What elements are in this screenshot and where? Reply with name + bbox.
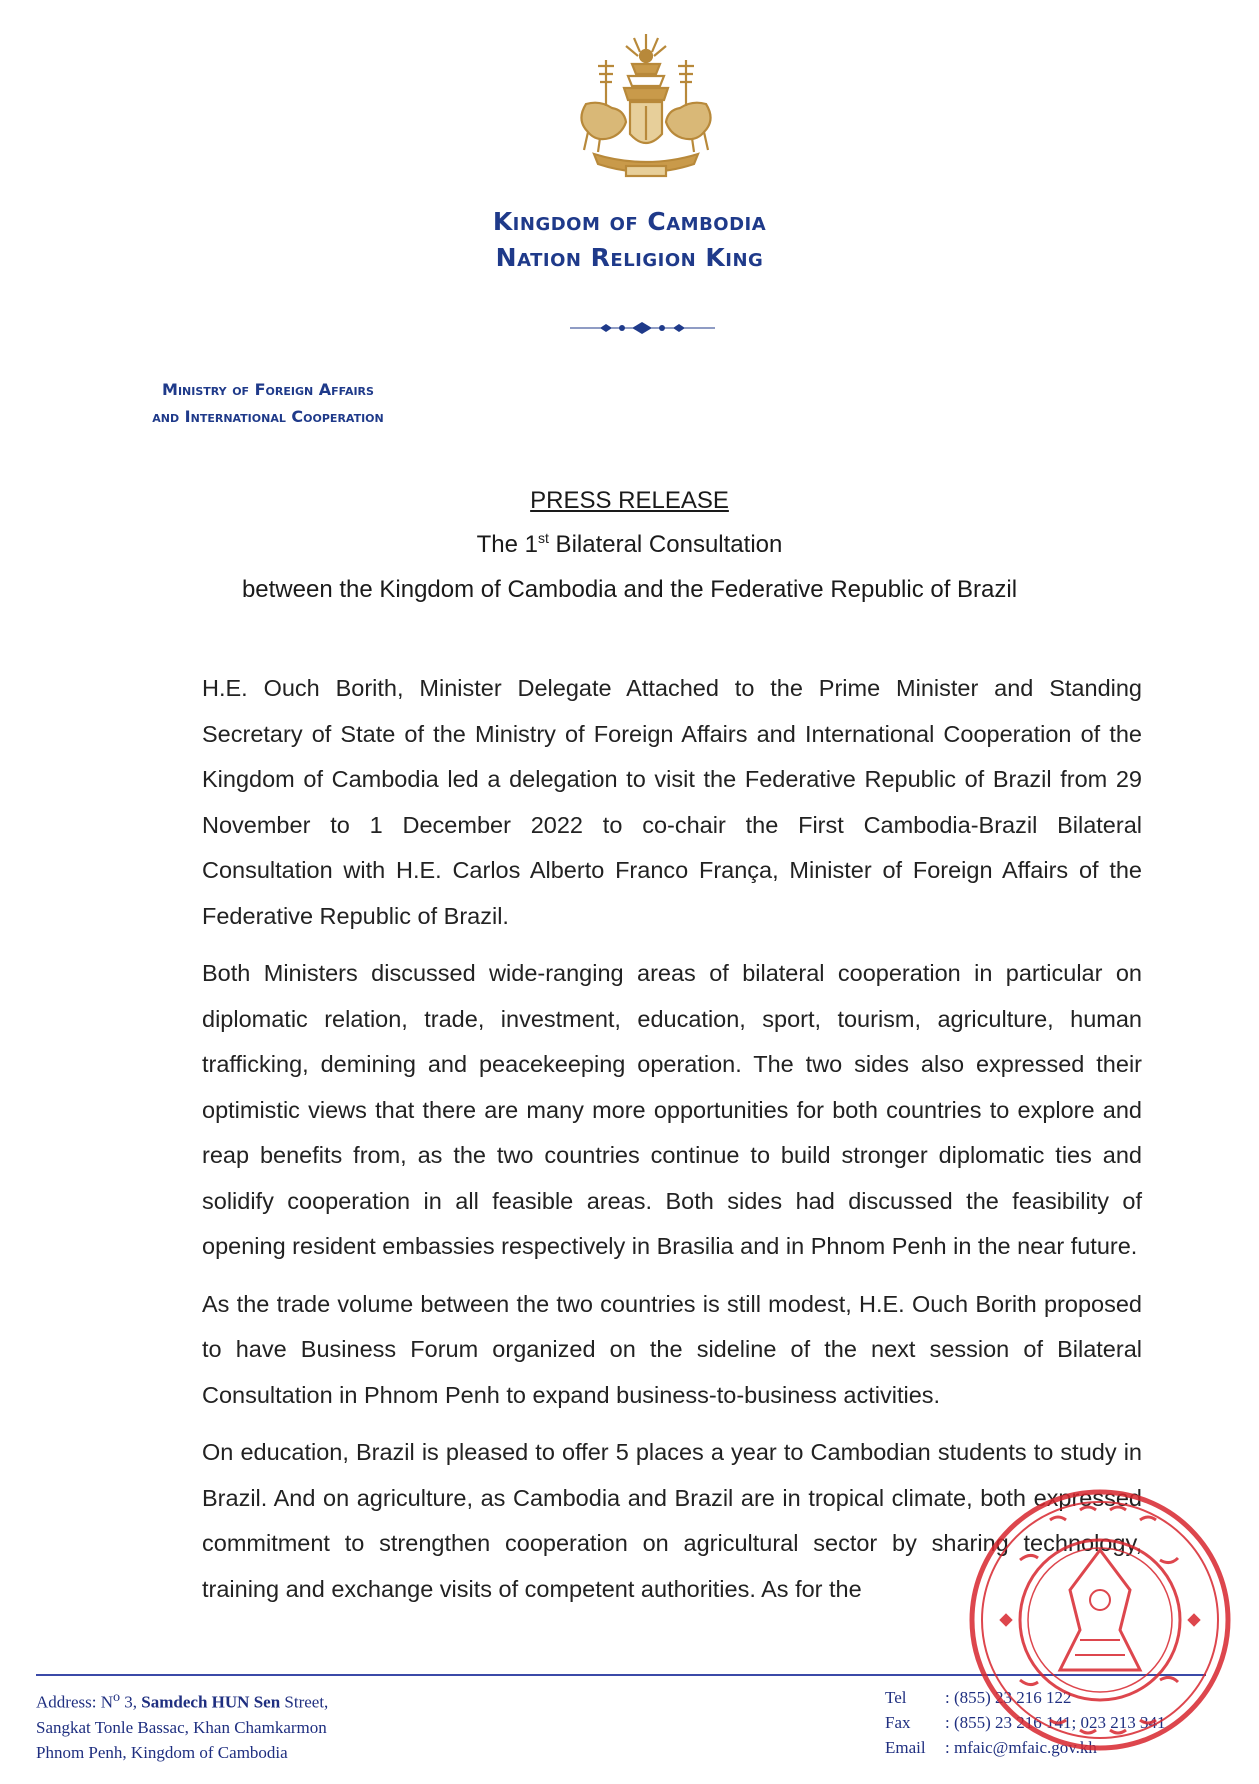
fax-label: Fax xyxy=(885,1713,911,1732)
fax-value: : (855) 23 216 141; 023 213 341 xyxy=(945,1713,1166,1732)
ministry-name xyxy=(88,376,448,430)
paragraph-3: As the trade volume between the two countries is still modest, H.E. Ouch Borith proposed to have Business Forum organized on the sideline of the next session of Bilateral Consultation in Phnom Penh to expand business-to-business activities. xyxy=(202,1290,1142,1408)
footer-divider xyxy=(36,1674,1206,1676)
address-sup: o xyxy=(112,1689,121,1705)
press-release-subtitle-line2: between the Kingdom of Cambodia and the Federative Republic of Brazil xyxy=(241,576,1018,603)
subtitle-post: Bilateral Consultation xyxy=(548,531,783,558)
ministry-line-1: Ministry of Foreign Affairs xyxy=(162,380,374,399)
tel-value: : (855) 23 216 122 xyxy=(945,1688,1072,1707)
subtitle-ordinal: st xyxy=(538,530,549,546)
email-value[interactable]: : mfaic@mfaic.gov.kh xyxy=(945,1738,1097,1757)
email-label: Email xyxy=(885,1738,926,1757)
address-line-2: Sangkat Tonle Bassac, Khan Chamkarmon xyxy=(36,1717,327,1737)
ministry-line-2: and International Cooperation xyxy=(152,407,384,426)
address-number: 3, xyxy=(120,1692,142,1712)
royal-arms-crest-icon xyxy=(566,30,726,190)
press-release-title: PRESS RELEASE xyxy=(530,487,729,514)
address-label: Address: N xyxy=(36,1692,113,1712)
divider-ornament-icon xyxy=(570,320,715,336)
kingdom-motto xyxy=(0,204,1259,276)
contact-email xyxy=(885,1735,1166,1760)
national-motto: Nation Religion King xyxy=(495,243,764,272)
address-street-name: Samdech HUN Sen xyxy=(141,1692,281,1712)
press-release-subtitle xyxy=(0,531,1259,559)
footer-contact xyxy=(885,1685,1166,1760)
address-street-suffix: Street, xyxy=(280,1692,329,1712)
kingdom-name: Kingdom of Cambodia xyxy=(492,207,767,236)
paragraph-1: H.E. Ouch Borith, Minister Delegate Attached to the Prime Minister and Standing Secretary of State of the Ministry of Foreign Affairs and International Cooperation of the Kingdom of Cambodia led a delegation to visit the Federative Republic of Brazil from 29 November to 1 December 2022 to co-chair the First Cambodia-Brazil Bilateral Consultation with H.E. Carlos Alberto Franco França, Minister of Foreign Affairs of the Federative Republic of Brazil. xyxy=(202,675,1142,929)
contact-fax xyxy=(885,1710,1166,1735)
tel-label: Tel xyxy=(885,1688,907,1707)
press-release-body xyxy=(202,666,1142,1624)
paragraph-2: Both Ministers discussed wide-ranging areas of bilateral cooperation in particular on diplomatic relation, trade, investment, education, sport, tourism, agriculture, human trafficking, demining and peacekeeping operation. The two sides also expressed their optimistic views that there are many more opportunities for both countries to explore and reap benefits from, as the two countries continue to build stronger diplomatic ties and solidify cooperation in all feasible areas. Both sides had discussed the feasibility of opening resident embassies respectively in Brasilia and in Phnom Penh in the near future. xyxy=(202,960,1142,1259)
footer-address xyxy=(36,1685,328,1765)
address-line-1 xyxy=(36,1685,328,1715)
contact-tel xyxy=(885,1685,1166,1710)
subtitle-pre: The 1 xyxy=(476,531,538,558)
paragraph-4: On education, Brazil is pleased to offer 5 places a year to Cambodian students to study in Brazil. And on agriculture, as Cambodia and Brazil are in tropical climate, both expressed commitment to strengthen cooperation on agricultural sector by sharing technology, training and exchange visits of competent authorities. As for the xyxy=(202,1439,1142,1602)
address-line-3: Phnom Penh, Kingdom of Cambodia xyxy=(36,1742,288,1762)
